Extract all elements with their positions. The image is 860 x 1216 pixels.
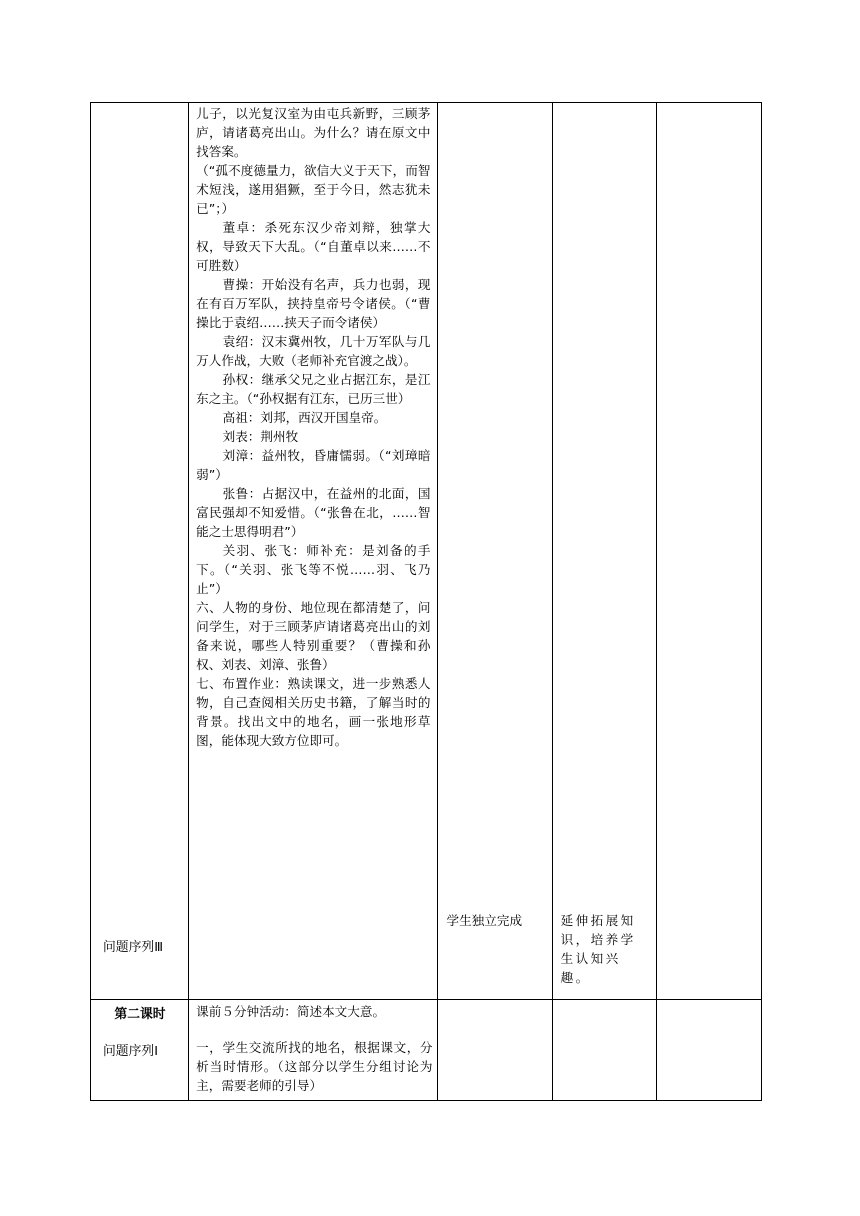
- content-paragraph: 六、人物的身份、地位现在都清楚了，问问学生，对于三顾茅庐请诸葛亮出山的刘备来说，哪些人特别重要？（曹操和孙权、刘表、刘漳、张鲁）: [196, 600, 431, 672]
- content-paragraph: 张鲁：占据汉中，在益州的北面，国富民强却不知爱惜。（“张鲁在北，……智能之士思得明君”）: [196, 486, 431, 539]
- content-paragraph: 刘表：荆州牧: [222, 429, 299, 444]
- notes-cell: [656, 1000, 761, 1101]
- content-paragraph: 袁绍：汉末冀州牧，几十万军队与几万人作战，大败（老师补充官渡之战）。: [196, 334, 431, 368]
- design-intent-cell: [552, 1000, 656, 1101]
- table-row: [91, 103, 762, 1000]
- question-sequence-cell: [91, 103, 189, 1000]
- content-paragraph: 一，学生交流所找的地名，根据课文，分析当时情形。（这部分以学生分组讨论为主，需要老师的引导）: [196, 1040, 433, 1093]
- student-activity-text: 学生独立完成: [446, 913, 523, 928]
- content-paragraph: 儿子，以光复汉室为由屯兵新野，三顾茅庐，请诸葛亮出山。为什么？请在原文中找答案。: [196, 106, 431, 159]
- content-paragraph: 刘漳：益州牧，昏庸懦弱。（“刘璋暗弱”）: [196, 448, 431, 482]
- lesson-period-title: 第二课时: [114, 1007, 166, 1022]
- content-paragraph: 曹操：开始没有名声，兵力也弱，现在有百万军队，挟持皇帝号令诸侯。（“曹操比于袁绍……挟天子而令诸侯）: [196, 277, 431, 330]
- teaching-content-cell: [189, 103, 437, 1000]
- content-paragraph: （“孤不度德量力，欲信大义于天下，而智术短浅，遂用猖獗，至于今日，然志犹未已”；）: [196, 163, 431, 216]
- teaching-content-cell: [189, 1000, 437, 1101]
- content-paragraph: 关羽、张飞：师补充：是刘备的手下。（“关羽、张飞等不悦……羽、飞乃止”）: [196, 543, 431, 596]
- design-intent-text: 延伸拓展知识，培养学生认知兴趣。: [560, 913, 636, 985]
- student-activity-cell: [437, 1000, 552, 1101]
- lesson-plan-table: [90, 102, 762, 1101]
- content-paragraph: 董卓：杀死东汉少帝刘辩，独掌大权，导致天下大乱。（“自董卓以来……不可胜数）: [196, 220, 431, 273]
- table-row: [91, 1000, 762, 1101]
- content-paragraph: 课前５分钟活动：简述本文大意。: [196, 1004, 386, 1019]
- design-intent-cell: [552, 103, 656, 1000]
- content-paragraph: 高祖：刘邦，西汉开国皇帝。: [222, 410, 387, 425]
- content-paragraph: 孙权：继承父兄之业占据江东，是江东之主。（“孙权据有江东，已历三世）: [196, 372, 431, 406]
- student-activity-cell: [437, 103, 552, 1000]
- notes-cell: [656, 103, 761, 1000]
- question-sequence-label: 问题序列Ⅰ: [103, 1044, 158, 1059]
- content-paragraph: 七、布置作业：熟读课文，进一步熟悉人物，自己查阅相关历史书籍，了解当时的背景。找出文中的地名，画一张地形草图，能体现大致方位即可。: [196, 676, 431, 748]
- question-sequence-label: 问题序列Ⅲ: [103, 940, 164, 955]
- lesson-period-cell: [91, 1000, 189, 1101]
- teaching-content: [189, 1000, 436, 1095]
- teaching-content: [189, 103, 436, 750]
